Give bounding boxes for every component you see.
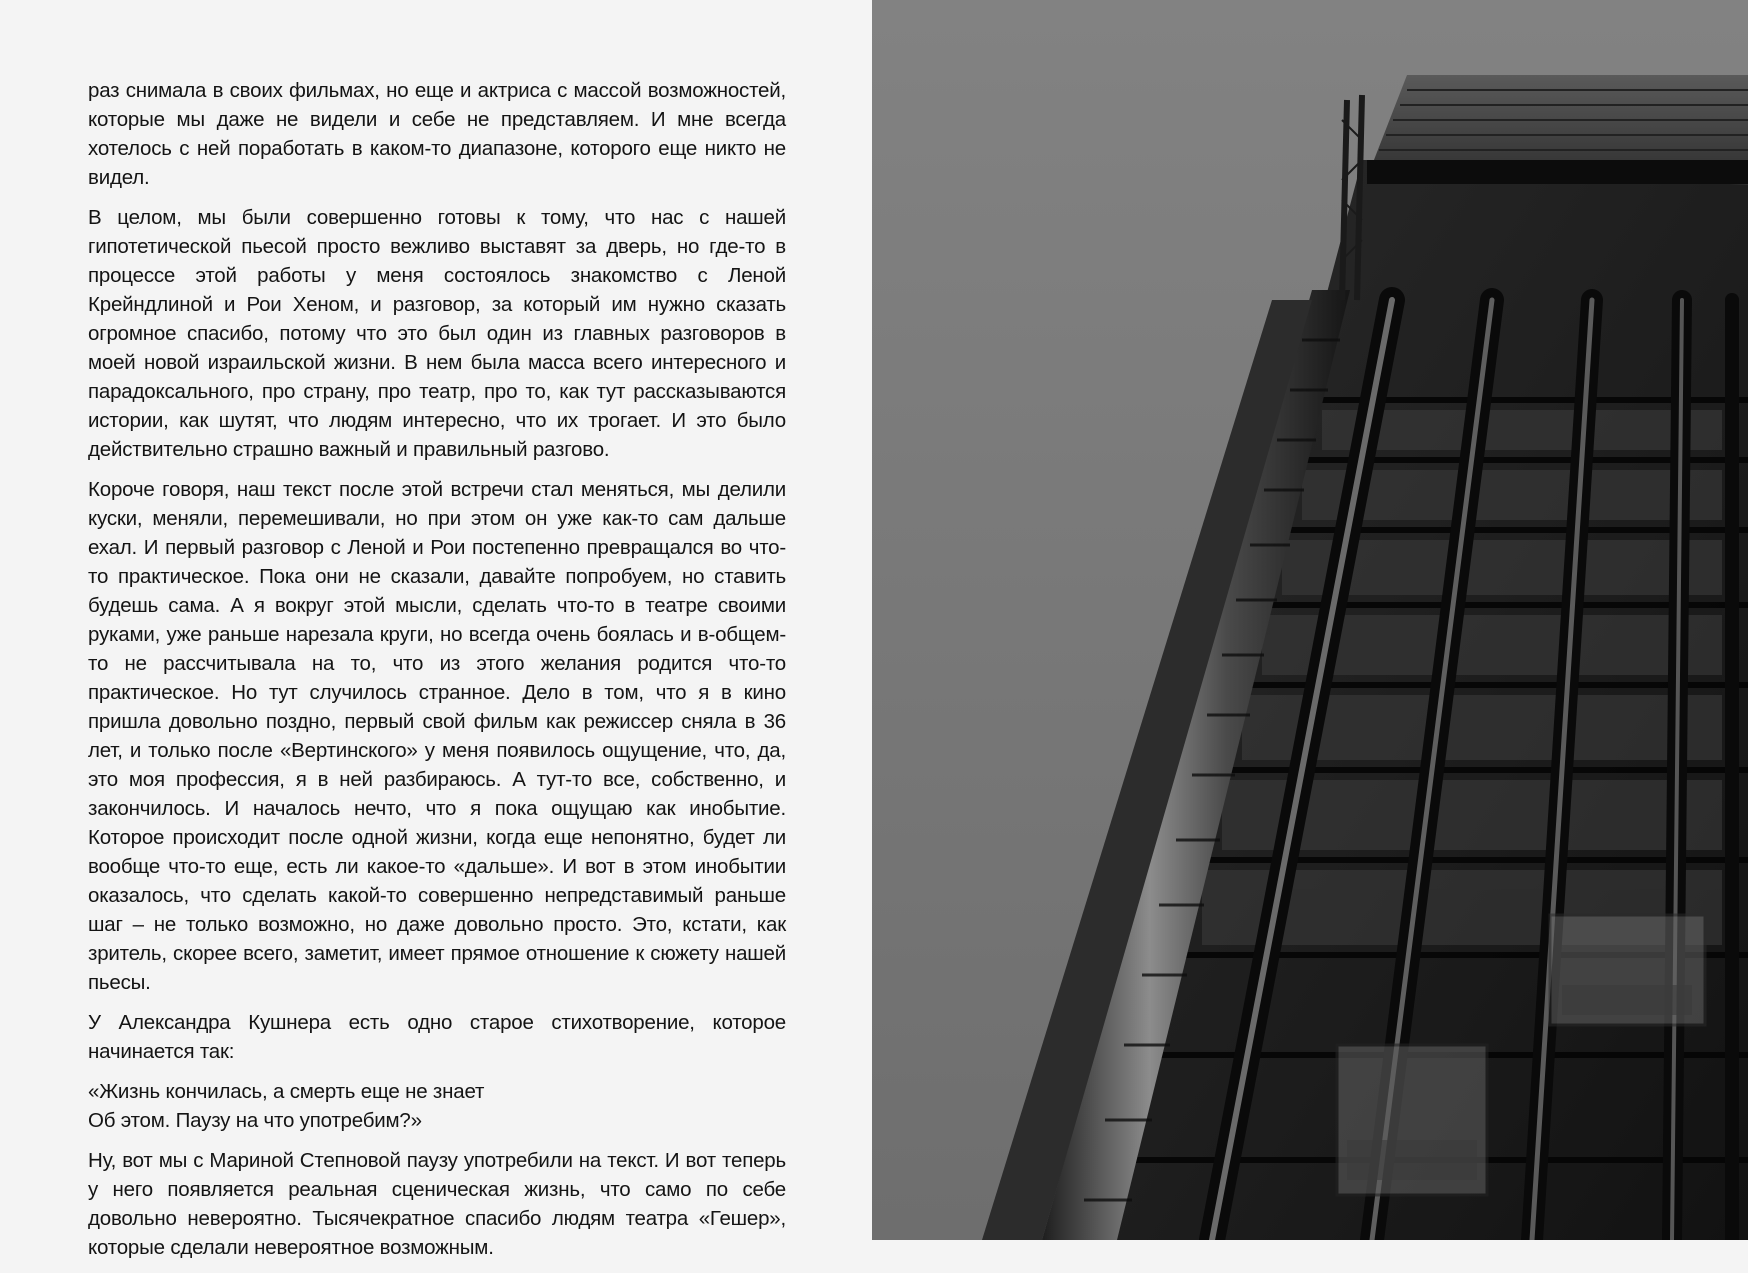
paragraph-closing: Ну, вот мы с Мариной Степновой паузу употребили на текст. И вот теперь у него появляется реальная сценическая жизнь, что само по себе довольно невероятно. Тысячекратное спасибо людям театра «Гешер», которые сделали невероятное возможным. [88, 1149, 786, 1259]
poem-line-2: Об этом. Паузу на что употребим?» [88, 1109, 422, 1132]
poem-quote [88, 1077, 786, 1135]
building-photo [872, 0, 1748, 1240]
poem-line-1: «Жизнь кончилась, а смерть еще не знает [88, 1080, 485, 1103]
text-column [88, 76, 786, 1273]
paragraph-2: В целом, мы были совершенно готовы к тому, что нас с нашей гипотетической пьесой просто вежливо выставят за дверь, но где-то в процессе этой работы у меня состоялось знакомство с Леной Крейндлиной и Рои Хеном, и разговор, за который им нужно сказать огромное спасибо, потому что это был один из главных разговоров в моей новой израильской жизни. В нем была масса всего интересного и парадоксального, про страну, про театр, про то, как тут рассказываются истории, как шутят, что людям интересно, что их трогает. И это было действительно страшно важный и правильный разгово. [88, 206, 786, 461]
paragraph-1: раз снимала в своих фильмах, но еще и актриса с массой возможностей, которые мы даже не видели и себе не представляем. И мне всегда хотелось с ней поработать в каком-то диапазоне, которого еще никто не видел. [88, 79, 786, 189]
paragraph-3: Короче говоря, наш текст после этой встречи стал меняться, мы делили куски, меняли, перемешивали, но при этом он уже как-то сам дальше ехал. И первый разговор с Леной и Рои постепенно превращался во что-то практическое. Пока они не сказали, давайте попробуем, но ставить будешь сама. А я вокруг этой мысли, сделать что-то в театре своими руками, уже раньше нарезала круги, но всегда очень боялась и в-общем-то не рассчитывала на то, что из этого желания родится что-то практическое. Но тут случилось странное. Дело в том, что я в кино пришла довольно поздно, первый свой фильм как режиссер сняла в 36 лет, и только после «Вертинского» у меня появилось ощущение, что, да, это моя профессия, я в ней разбираюсь. А тут-то все, собственно, и закончилось. И началось нечто, что я пока ощущаю как инобытие. Которое происходит после одной жизни, когда еще непонятно, будет ли вообще что-то еще, есть ли какое-то «дальше». И вот в этом инобытии оказалось, что сделать какой-то совершенно непредставимый раньше шаг – не только возможно, но даже довольно просто. Это, кстати, как зритель, скорее всего, заметит, имеет прямое отношение к сюжету нашей пьесы. [88, 478, 786, 994]
text-page [0, 0, 872, 1259]
building-photo-illustration [872, 0, 1748, 1240]
paragraph-4: У Александра Кушнера есть одно старое стихотворение, которое начинается так: [88, 1011, 786, 1063]
